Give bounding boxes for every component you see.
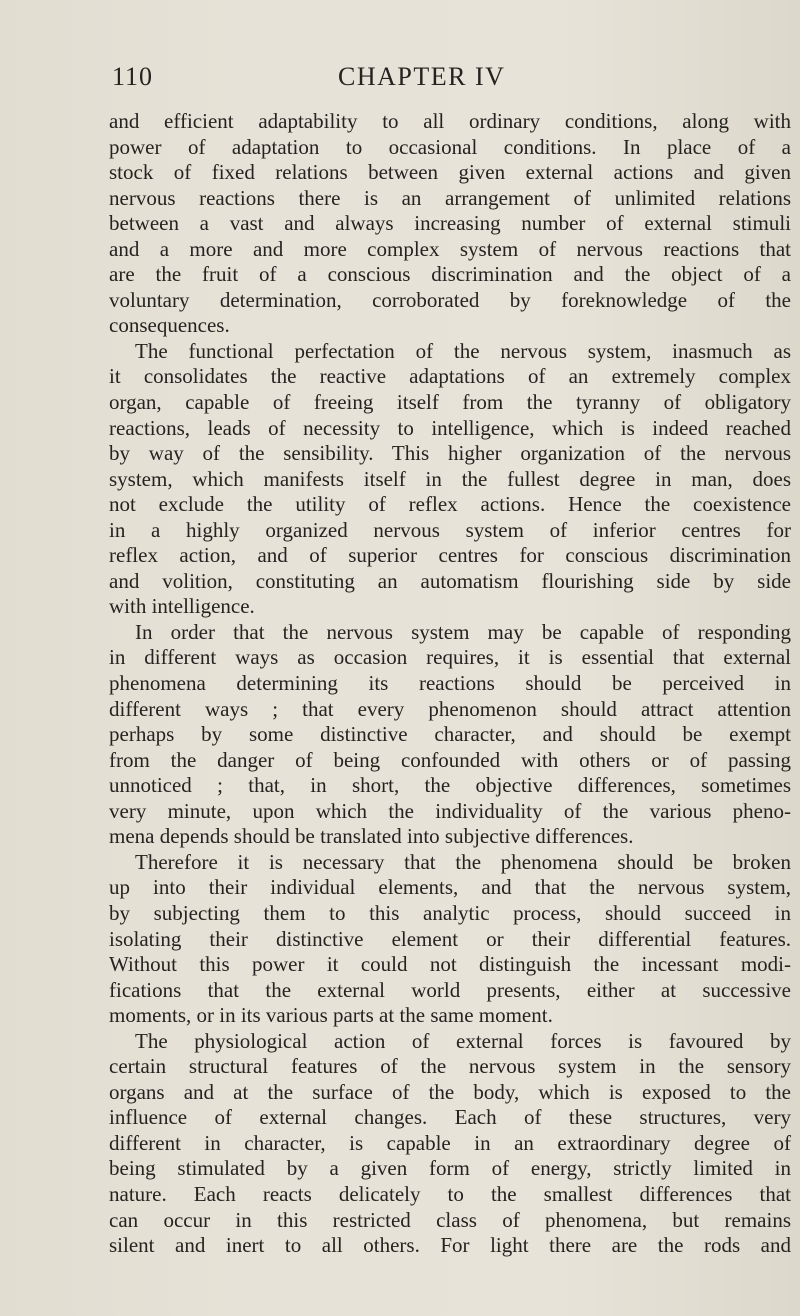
text-line: moments, or in its various parts at the same moment. [109,1003,553,1028]
text-line: Without this power it could not distinguish the incessant modi- [109,952,791,977]
text-line: up into their individual elements, and that the nervous system, [109,875,791,900]
text-line: isolating their distinctive element or their differential features. [109,926,791,951]
text-line: between a vast and always increasing number of external stimuli [109,211,791,236]
text-line: reactions, leads of necessity to intelligence, which is indeed reached [109,415,791,440]
paragraph [109,1029,791,1259]
text-line: The functional perfectation of the nervous system, inasmuch as [135,338,791,363]
running-head [112,62,716,96]
text-line: nature. Each reacts delicately to the smallest differences that [109,1181,791,1206]
text-line: by subjecting them to this analytic process, should succeed in [109,900,791,925]
text-line: in a highly organized nervous system of inferior centres for [109,517,791,542]
text-line: different in character, is capable in an extraordinary degree of [109,1130,791,1155]
text-line: mena depends should be translated into subjective differences. [109,824,634,849]
chapter-title: CHAPTER IV [338,62,506,91]
text-line: very minute, upon which the individuality of the various pheno- [109,798,791,823]
text-line: silent and inert to all others. For light there are the rods and [109,1233,791,1258]
text-line: The physiological action of external forces is favoured by [135,1028,791,1053]
text-line: can occur in this restricted class of phenomena, but remains [109,1207,791,1232]
text-line: nervous reactions there is an arrangement of unlimited relations [109,185,791,210]
text-line: organ, capable of freeing itself from the tyranny of obligatory [109,390,791,415]
page-number: 110 [112,62,154,91]
text-line: and efficient adaptability to all ordinary conditions, along with [109,109,791,133]
text-line: and volition, constituting an automatism flourishing side by side [109,568,791,593]
text-line: Therefore it is necessary that the phenomena should be broken [135,849,791,874]
text-line: In order that the nervous system may be capable of responding [135,619,791,644]
text-line: fications that the external world presents, either at successive [109,977,791,1002]
text-line: from the danger of being confounded with others or of passing [109,747,791,772]
text-line: not exclude the utility of reflex actions. Hence the coexistence [109,492,791,517]
paragraph [109,620,791,850]
text-line: system, which manifests itself in the fullest degree in man, does [109,466,791,491]
text-line: certain structural features of the nervous system in the sensory [109,1054,791,1079]
text-line: organs and at the surface of the body, which is exposed to the [109,1079,791,1104]
text-line: consequences. [109,313,230,338]
text-line: in different ways as occasion requires, it is essential that external [109,645,791,670]
paragraph [109,109,791,339]
text-line: and a more and more complex system of nervous reactions that [109,236,791,261]
text-line: it consolidates the reactive adaptations of an extremely complex [109,364,791,389]
paragraph [109,339,791,620]
paragraph [109,850,791,1029]
text-line: different ways ; that every phenomenon should attract attention [109,696,791,721]
text-line: voluntary determination, corroborated by foreknowledge of the [109,287,791,312]
text-line: are the fruit of a conscious discrimination and the object of a [109,262,791,287]
text-line: being stimulated by a given form of energy, strictly limited in [109,1156,791,1181]
body-text [109,109,791,1259]
text-line: stock of fixed relations between given external actions and given [109,160,791,185]
text-line: with intelligence. [109,594,255,619]
text-line: influence of external changes. Each of these structures, very [109,1105,791,1130]
text-line: perhaps by some distinctive character, and should be exempt [109,722,791,747]
text-line: phenomena determining its reactions should be perceived in [109,671,791,696]
text-line: power of adaptation to occasional conditions. In place of a [109,134,791,159]
text-line: reflex action, and of superior centres for conscious discrimination [109,543,791,568]
text-line: by way of the sensibility. This higher organization of the nervous [109,441,791,466]
text-line: unnoticed ; that, in short, the objective differences, sometimes [109,773,791,798]
